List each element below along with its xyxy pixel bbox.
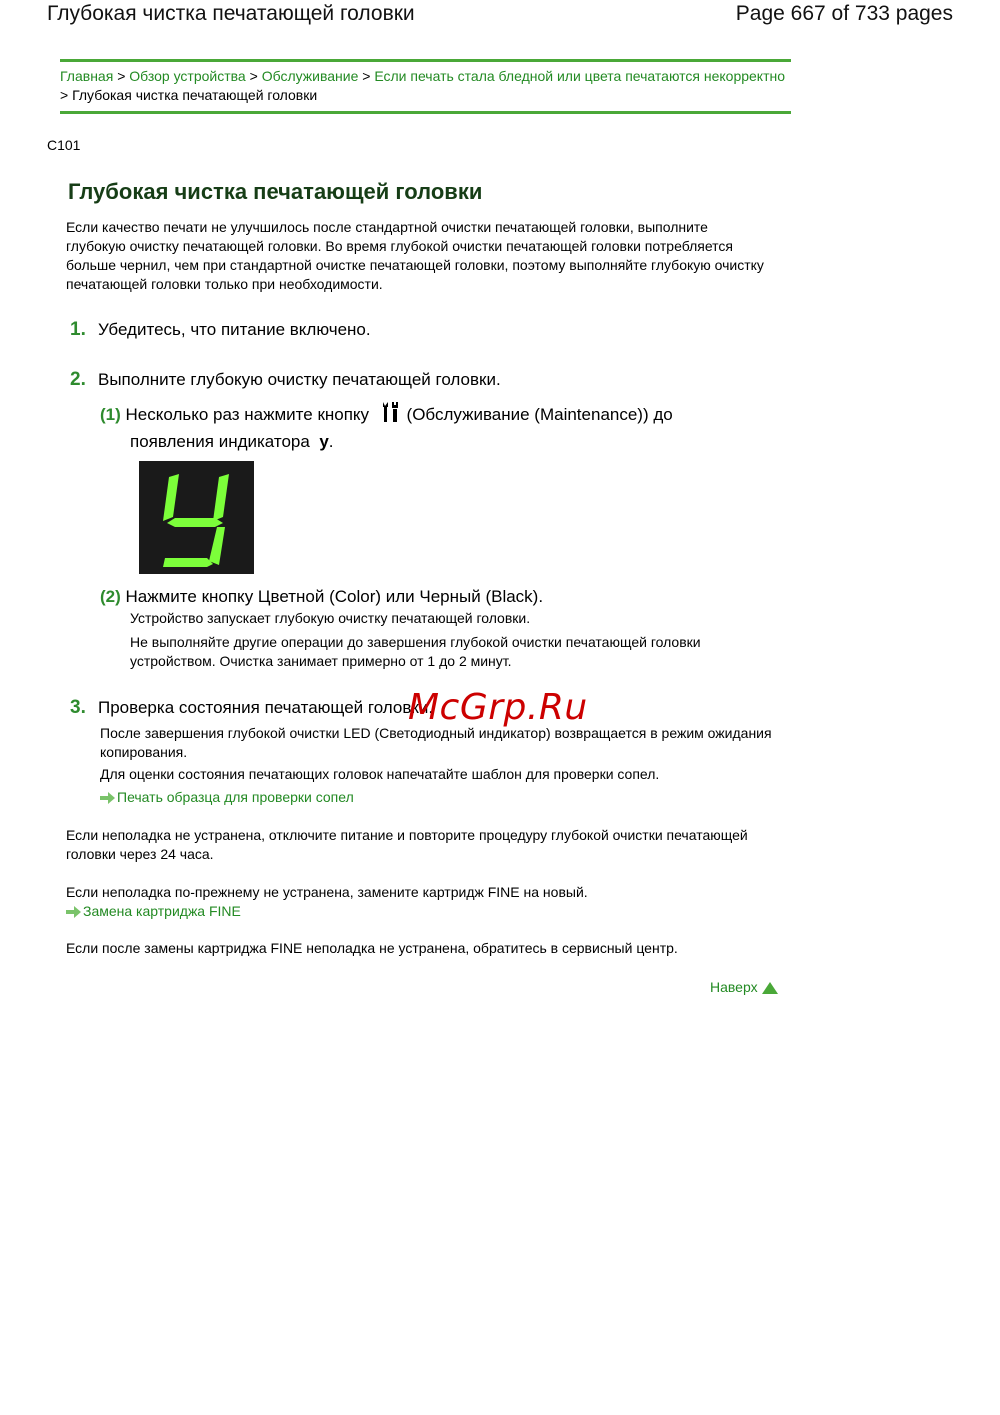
breadcrumb-link-device-overview[interactable]: Обзор устройства	[129, 68, 246, 84]
replace-cartridge-link[interactable]	[66, 902, 241, 923]
page-counter: Page 667 of 733 pages	[735, 2, 953, 25]
maintenance-wrench-icon	[382, 401, 400, 430]
arrow-right-icon	[66, 904, 81, 923]
substep-2-description: Устройство запускает глубокую очистку печатающей головки.	[130, 610, 531, 626]
breadcrumb-link-home[interactable]: Главная	[60, 68, 114, 84]
breadcrumb-link-maintenance[interactable]: Обслуживание	[261, 68, 359, 84]
intro-paragraph: Если качество печати не улучшилось после стандартной очистки печатающей головки, выполните глубокую очистку печатающей головки. Во время глубокой очистки печатающей головки потребляется больше чернил, чем при стандартной очистке печатающей головки, поэтому выполняйте глубокую очистку печатающей головки только при необходимости.	[66, 219, 764, 292]
breadcrumb-separator: >	[60, 87, 69, 103]
step-1	[70, 318, 371, 342]
breadcrumb-current: Глубокая чистка печатающей головки	[72, 87, 318, 103]
breadcrumb-separator: >	[249, 68, 258, 84]
substep-2-warning: Не выполняйте другие операции до завершения глубокой очистки печатающей головки устройством. Очистка занимает примерно от 1 до 2 минут.	[130, 634, 701, 669]
triangle-up-icon	[762, 980, 778, 999]
step-3-description: После завершения глубокой очистки LED (Светодиодный индикатор) возвращается в режим ожидания копирования.	[100, 725, 772, 760]
step-text: Выполните глубокую очистку печатающей головки.	[98, 370, 501, 389]
breadcrumb-separator: >	[362, 68, 371, 84]
step-2	[70, 368, 501, 392]
replace-cartridge-link-text[interactable]: Замена картриджа FINE	[83, 903, 241, 919]
step-number: 1.	[70, 319, 86, 340]
service-center-paragraph: Если после замены картриджа FINE неполадка не устранена, обратитесь в сервисный центр.	[66, 940, 678, 956]
step-3	[70, 696, 433, 720]
step-3-note: Для оценки состояния печатающих головок напечатайте шаблон для проверки сопел.	[100, 766, 660, 782]
arrow-right-icon	[100, 790, 115, 809]
substep-text-line2: появления индикатора y.	[130, 432, 334, 451]
page-code: C101	[47, 137, 81, 153]
substep-text: (Обслуживание (Maintenance)) до	[406, 405, 673, 424]
indicator-symbol: y	[319, 432, 329, 451]
step-number: 2.	[70, 369, 86, 390]
nozzle-check-link[interactable]	[100, 788, 354, 809]
breadcrumb-separator: >	[117, 68, 126, 84]
led-digit-y-icon	[139, 461, 254, 574]
substep-2	[100, 585, 543, 609]
step-text: Убедитесь, что питание включено.	[98, 320, 371, 339]
breadcrumb-link-faded-print[interactable]: Если печать стала бледной или цвета печатаются некорректно	[374, 68, 786, 84]
back-to-top-text[interactable]: Наверх	[710, 979, 758, 995]
watermark: McGrp.Ru	[408, 687, 588, 728]
nozzle-check-link-text[interactable]: Печать образца для проверки сопел	[117, 789, 354, 805]
substep-text: Нажмите кнопку Цветной (Color) или Черный (Black).	[125, 587, 544, 606]
substep-text: Несколько раз нажмите кнопку	[125, 405, 370, 424]
step-number: 3.	[70, 697, 86, 718]
substep-number: (1)	[100, 405, 121, 424]
page-title: Глубокая чистка печатающей головки	[68, 179, 483, 204]
document-title: Глубокая чистка печатающей головки	[47, 2, 415, 25]
back-to-top-link[interactable]	[710, 978, 778, 999]
substep-1	[100, 401, 750, 454]
step-text: Проверка состояния печатающей головки.	[98, 698, 434, 717]
retry-paragraph: Если неполадка не устранена, отключите питание и повторите процедуру глубокой очистки печатающей головки через 24 часа.	[66, 827, 748, 862]
breadcrumb	[60, 59, 791, 114]
replace-paragraph: Если неполадка по-прежнему не устранена, замените картридж FINE на новый.	[66, 884, 588, 900]
substep-number: (2)	[100, 587, 121, 606]
led-display	[139, 461, 254, 574]
